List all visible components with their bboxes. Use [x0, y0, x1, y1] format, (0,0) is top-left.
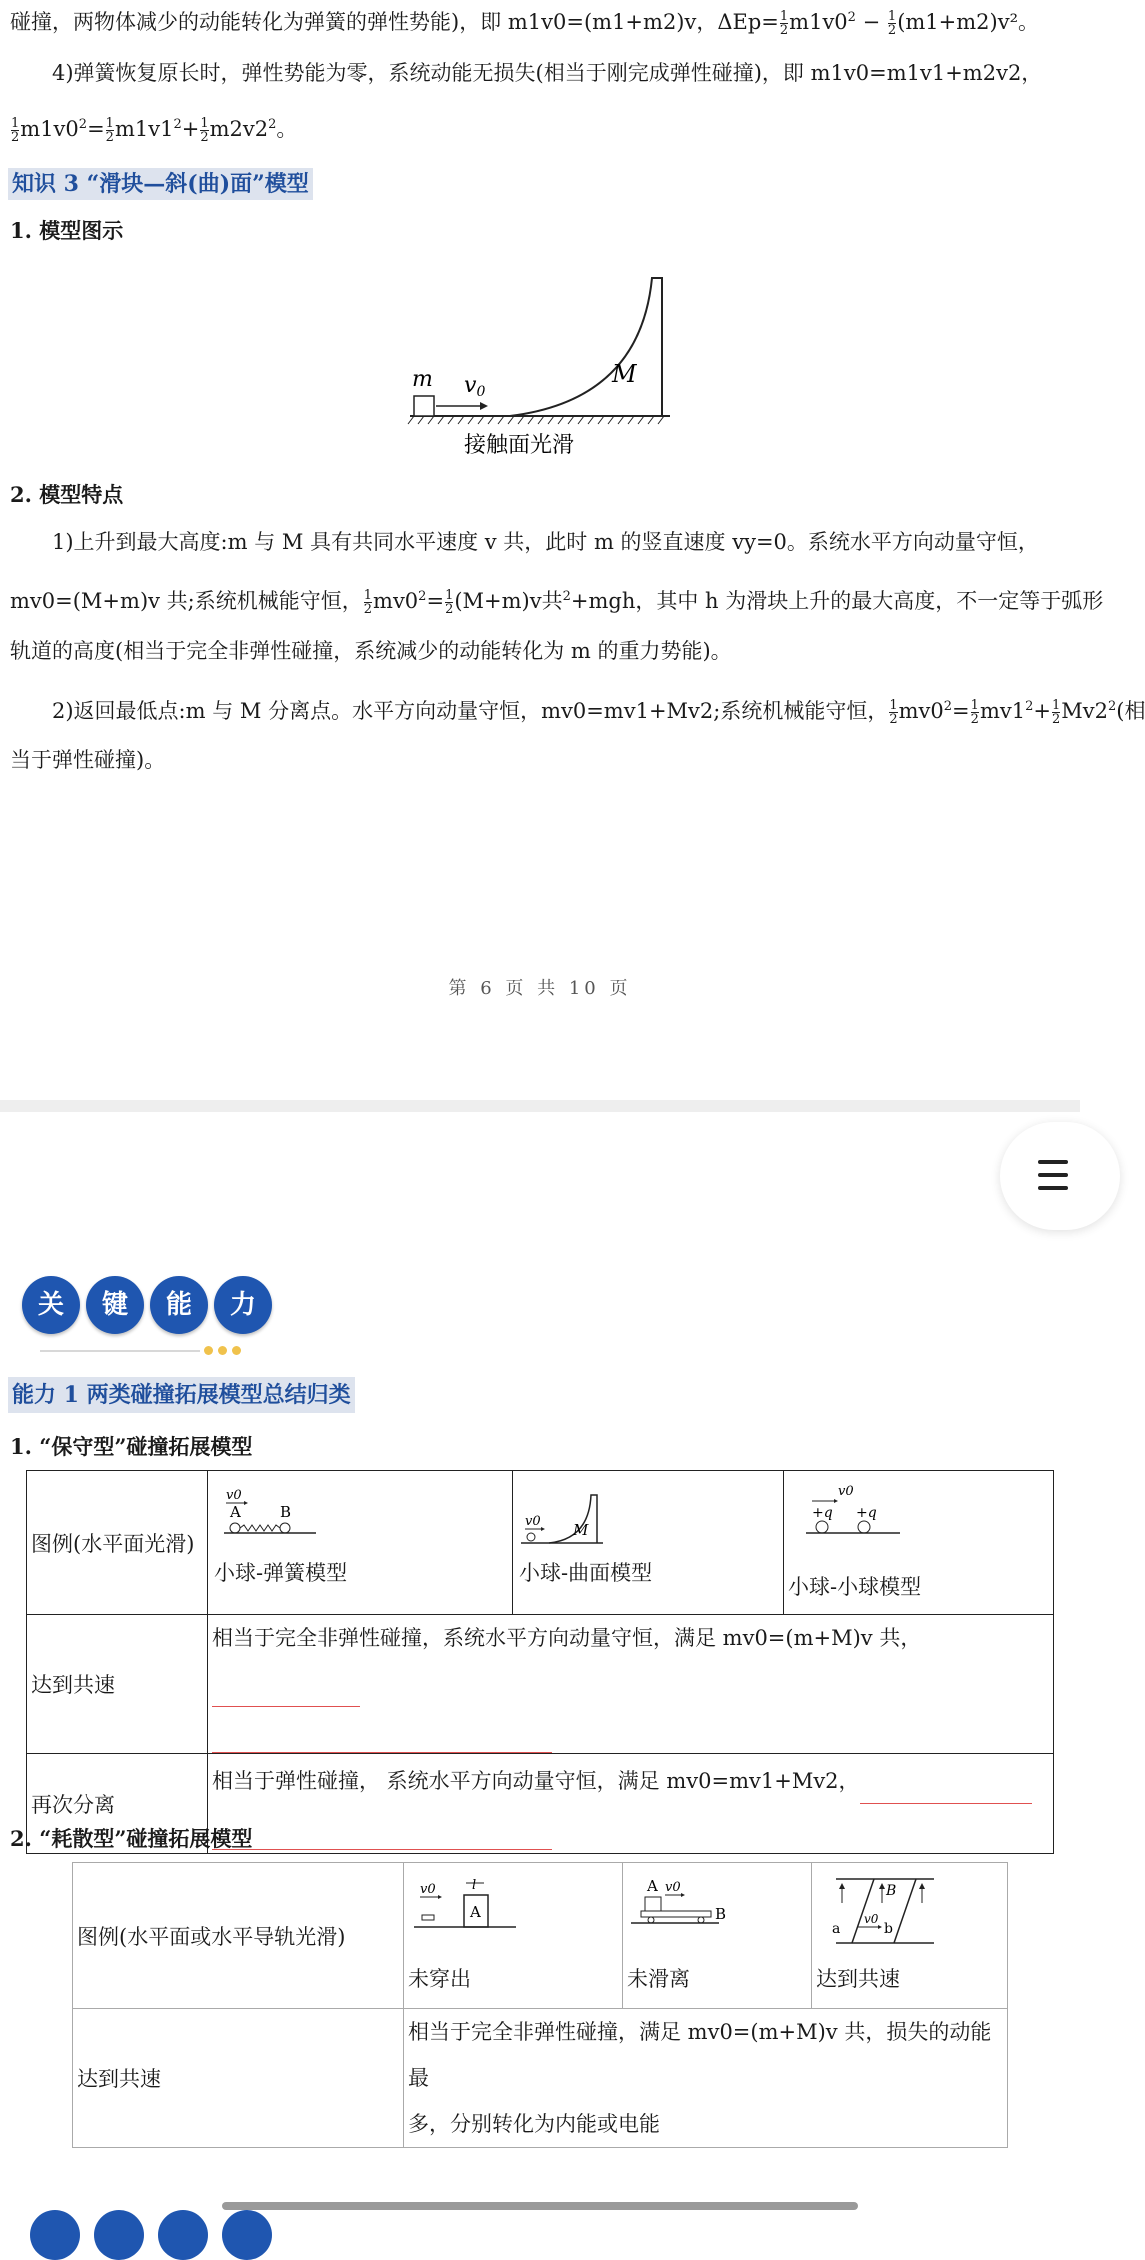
text-segment: m1v0: [789, 10, 848, 34]
svg-text:+q: +q: [856, 1505, 877, 1521]
text-segment: (m1+m2)v²。: [897, 10, 1039, 34]
svg-text:A: A: [470, 1903, 481, 1921]
equation-energy: $\frac{1}{2}$ $m1v0^2=$ $\frac{1}{2}$ $m1v1^2+$ $\frac{1}{2}$ $m2v2^2$。: [11, 116, 298, 145]
caption-not-through: 未穿出: [408, 1967, 471, 1991]
table-row: [27, 1471, 1054, 1615]
badge-partial: [30, 2210, 80, 2260]
svg-text:A: A: [647, 1877, 658, 1895]
cell-not-through: [404, 1863, 623, 2009]
svg-text:l: l: [472, 1878, 477, 1893]
badge-partial: [222, 2210, 272, 2260]
cell-common-speed: 相当于完全非弹性碰撞，系统水平方向动量守恒，满足 mv0=(m+M)v 共，: [208, 1615, 1054, 1754]
label-m: m: [412, 367, 433, 392]
svg-text:v0: v0: [420, 1882, 436, 1897]
svg-text:b: b: [884, 1921, 893, 1937]
subheading-model-diagram: 1. 模型图示: [10, 218, 124, 243]
section-heading-ability-1: 能力 1 两类碰撞拓展模型总结归类: [8, 1377, 355, 1413]
paragraph-1-line-2: mv0=(M+m)v 共;系统机械能守恒， $\frac{1}{2}$ $mv0^2=$ $\frac{1}{2}$ (M+m)v共$^2$+mgh，其中 h 为滑块上升的最大高度，不一定等于弧形: [10, 588, 1104, 617]
paragraph-2-line-2: 当于弹性碰撞)。: [10, 748, 166, 772]
fraction: $\frac{1}{2}$: [11, 116, 20, 145]
fraction: $\frac{1}{2}$: [1051, 698, 1061, 727]
menu-button[interactable]: [1000, 1122, 1120, 1230]
paragraph-2-line-1: 2)返回最低点:m 与 M 分离点。水平方向动量守恒，mv0=mv1+Mv2;系统机械能守恒， $\frac{1}{2}$ $mv0^2=$ $\frac{1}{2}$ $mv1^2+$ $\frac{1}{2}$ $Mv2^2$(相: [52, 698, 1145, 727]
fraction: $\frac{1}{2}$: [889, 698, 898, 727]
cell-ball-curve: [513, 1471, 784, 1615]
hamburger-menu-icon: [1038, 1173, 1068, 1177]
decorative-dot: [232, 1346, 241, 1355]
ball-ball-figure: [804, 1481, 904, 1551]
hamburger-menu-icon: [1038, 1186, 1068, 1190]
page-separator: [0, 1100, 1080, 1112]
fraction: $\frac{1}{2}$: [779, 9, 789, 38]
paragraph-point-4: 4)弹簧恢复原长时，弹性势能为零，系统动能无损失(相当于刚完成弹性碰撞)，即 m1v0=m1v1+m2v2，: [52, 61, 1043, 85]
ball-spring-figure: [216, 1485, 326, 1545]
caption-not-slide-off: 未滑离: [627, 1967, 690, 1991]
svg-text:+q: +q: [812, 1505, 833, 1521]
figure-caption: 接触面光滑: [464, 433, 575, 458]
fraction: $\frac{1}{2}$: [363, 588, 373, 617]
fraction: $\frac{1}{2}$: [970, 698, 979, 727]
badge-partial: [158, 2210, 208, 2260]
fraction: $\frac{1}{2}$: [200, 116, 209, 145]
subheading-conservative-model: 1. “保守型”碰撞拓展模型: [10, 1434, 253, 1459]
subheading-dissipative-model: 2. “耗散型”碰撞拓展模型: [10, 1826, 253, 1851]
svg-text:v0: v0: [665, 1880, 681, 1895]
svg-text:a: a: [832, 1921, 841, 1937]
row-label-separation: 再次分离: [27, 1754, 208, 1854]
text-segment: 1v0=(m1+m2)v，ΔEp=: [527, 10, 779, 34]
svg-text:v0: v0: [525, 1514, 541, 1529]
row-label-diagram: 图例(水平面光滑): [27, 1471, 208, 1615]
svg-text:v0: v0: [864, 1912, 879, 1926]
fraction: $\frac{1}{2}$: [445, 588, 454, 617]
bullet-block-figure: [412, 1873, 522, 1943]
horizontal-scrollbar[interactable]: [222, 2202, 858, 2210]
hamburger-menu-icon: [1038, 1160, 1068, 1164]
answer-blank[interactable]: [860, 1783, 1032, 1804]
answer-blank[interactable]: [212, 1732, 552, 1753]
badge-char-4: 力: [214, 1276, 272, 1334]
page-number: 第 6 页 共 10 页: [448, 978, 632, 999]
answer-blank[interactable]: [212, 1686, 360, 1707]
label-v0: v0: [464, 373, 486, 400]
document-page-6: [0, 0, 1145, 1100]
conservative-model-table: [26, 1470, 1054, 1854]
paragraph-1-line-3: 轨道的高度(相当于完全非弹性碰撞，系统减少的动能转化为 m 的重力势能)。: [10, 639, 732, 663]
decorative-line: [40, 1350, 200, 1352]
text-segment: 碰撞，两物体减少的动能转化为弹簧的弹性势能)，即 m: [10, 10, 528, 34]
row-label-diagram: 图例(水平面或水平导轨光滑): [73, 1863, 404, 2009]
caption-ball-ball: 小球-小球模型: [788, 1575, 922, 1599]
rails-rods-figure: [822, 1873, 942, 1953]
badge-partial: [94, 2210, 144, 2260]
svg-text:B: B: [886, 1883, 897, 1899]
table-row: [27, 1615, 1054, 1754]
answer-blank[interactable]: [212, 1829, 552, 1850]
slider-curve-figure: [400, 270, 680, 460]
svg-text:M: M: [573, 1521, 589, 1539]
row-label-common-speed: 达到共速: [73, 2009, 404, 2148]
decorative-dot: [218, 1346, 227, 1355]
svg-text:v0: v0: [838, 1484, 854, 1499]
cell-not-slide-off: [623, 1863, 812, 2009]
subheading-model-features: 2. 模型特点: [10, 482, 124, 507]
badge-char-3: 能: [150, 1276, 208, 1334]
cell-reach-common-speed: [812, 1863, 1008, 2009]
ball-curve-figure: [519, 1481, 609, 1551]
dissipative-model-table: [72, 1862, 1008, 2148]
text-line-1: 碰撞，两物体减少的动能转化为弹簧的弹性势能)，即 m1v0=(m1+m2)v，ΔEp= $\frac{1}{2}$ $m1v0^2$ − $\frac{1}{2}$ (m1+m2)v²。: [10, 9, 1039, 38]
svg-text:B: B: [715, 1905, 727, 1923]
svg-text:A: A: [230, 1503, 241, 1521]
table-row: [73, 2009, 1008, 2148]
badge-char-2: 键: [86, 1276, 144, 1334]
caption-ball-spring: 小球-弹簧模型: [214, 1561, 348, 1585]
fraction: $\frac{1}{2}$: [887, 9, 897, 38]
caption-reach-common-speed: 达到共速: [816, 1967, 900, 1991]
badge-char-1: 关: [22, 1276, 80, 1334]
cell-separation: 相当于弹性碰撞， 系统水平方向动量守恒，满足 mv0=mv1+Mv2，: [208, 1754, 1054, 1854]
block-cart-figure: [629, 1877, 739, 1937]
decorative-dot: [204, 1346, 213, 1355]
cell-ball-spring: [208, 1471, 513, 1615]
cell-ball-ball: [784, 1471, 1054, 1615]
section-heading-knowledge-3: 知识 3 “滑块—斜(曲)面”模型: [8, 168, 313, 200]
fraction: $\frac{1}{2}$: [105, 116, 114, 145]
paragraph-1-line-1: 1)上升到最大高度:m 与 M 具有共同水平速度 v 共，此时 m 的竖直速度 vy=0。系统水平方向动量守恒，: [52, 530, 1039, 554]
label-M: M: [612, 360, 637, 388]
row-label-common-speed: 达到共速: [27, 1615, 208, 1754]
caption-ball-curve: 小球-曲面模型: [519, 1561, 653, 1585]
svg-text:v0: v0: [226, 1488, 242, 1503]
table-row: [73, 1863, 1008, 2009]
svg-text:B: B: [280, 1503, 292, 1521]
cell-common-speed: 相当于完全非弹性碰撞，满足 mv0=(m+M)v 共，损失的动能最 多，分别转化为内能或电能: [404, 2009, 1008, 2148]
